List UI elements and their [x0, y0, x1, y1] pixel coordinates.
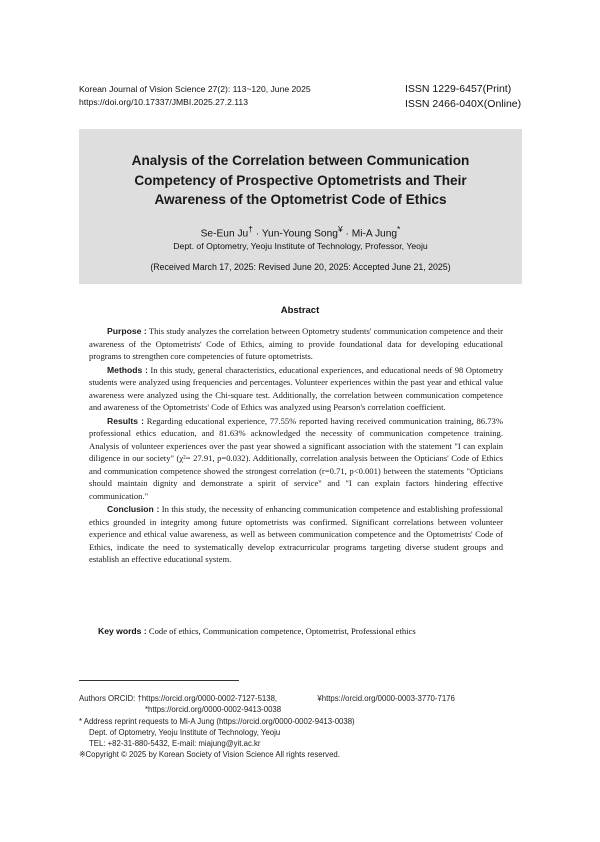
- journal-header: [79, 83, 311, 109]
- author-mark: ¥: [337, 224, 343, 234]
- orcid-label: Authors ORCID:: [79, 694, 136, 703]
- footnotes: [79, 693, 539, 761]
- doi-link[interactable]: https://doi.org/10.17337/JMBI.2025.27.2.113: [79, 97, 248, 107]
- title-line: Analysis of the Correlation between Communication: [131, 153, 470, 168]
- results-label: Results :: [107, 415, 144, 426]
- abstract-purpose: [89, 325, 503, 363]
- keywords: [98, 626, 416, 636]
- address-line: Dept. of Optometry, Yeoju Institute of Technology, Yeoju: [89, 727, 281, 737]
- conclusion-label: Conclusion :: [107, 504, 160, 514]
- author-mark: *: [397, 224, 401, 234]
- abstract-body: [89, 325, 503, 567]
- orcid-link[interactable]: ¥https://orcid.org/0000-0003-3770-7176: [317, 694, 455, 703]
- issn-block: [405, 82, 521, 112]
- paper-title: [79, 151, 522, 210]
- contact-line: TEL: +82-31-880-5432, E-mail: miajung@yit.ac.kr: [89, 739, 261, 749]
- results-text: Regarding educational experience, 77.55% reported having received communication training, 86.73% professional ethics education, and 81.63% acknowledged the necessity of communication competence training. Analysis of volunteer experiences over the past year showed a significant association with the statement "I can explain diligence in our society" (χ²= 27.91, p=0.032). Additionally, correlation analysis between the Opticians' Code of Ethics and communication competence showed the strongest correlation (r=0.71, p<0.001) between the statements "Opticians should maintain dignity and demonstrate a spirit of service" and "I can explain factors hindering effective communication.": [89, 415, 503, 501]
- orcid-row: [79, 704, 539, 715]
- received-dates: (Received March 17, 2025: Revised June 20, 2025: Accepted June 21, 2025): [150, 262, 451, 272]
- author-mark: †: [248, 224, 253, 234]
- orcid-link[interactable]: *https://orcid.org/0000-0002-9413-0038: [145, 705, 282, 715]
- author-name: Mi-A Jung: [351, 228, 398, 240]
- footnote-divider: [79, 680, 239, 681]
- affiliation: Dept. of Optometry, Yeoju Institute of Technology, Professor, Yeoju: [173, 241, 428, 251]
- author-name: Yun-Young Song: [261, 228, 338, 240]
- orcid-row: [79, 693, 539, 704]
- title-line: Awareness of the Optometrist Code of Ethics: [154, 192, 447, 207]
- journal-citation: Korean Journal of Vision Science 27(2): 113~120, June 2025: [79, 84, 311, 94]
- abstract-results: [89, 415, 503, 503]
- author-list: [79, 224, 522, 239]
- abstract-heading: Abstract: [280, 305, 320, 316]
- purpose-label: Purpose :: [107, 326, 147, 336]
- author-separator: ·: [342, 228, 352, 240]
- author-name: Se-Eun Ju: [200, 228, 249, 240]
- orcid-link[interactable]: †https://orcid.org/0000-0002-7127-5138,: [137, 694, 278, 703]
- address-line: * Address reprint requests to Mi-A Jung (https://orcid.org/0000-0002-9413-0038): [79, 716, 355, 726]
- copyright-line: ※Copyright © 2025 by Korean Society of Vision Science All rights reserved.: [79, 750, 340, 760]
- methods-label: Methods :: [107, 364, 148, 375]
- abstract-conclusion: [89, 503, 503, 566]
- issn-online: ISSN 2466-040X(Online): [405, 98, 522, 110]
- methods-text: In this study, general characteristics, educational experiences, and educational needs of 98 Optometry students were analyzed using frequencies and percentages. Volunteer experiences within the past year and ethical value awareness were analyzed using the Chi-square test. Additionally, the correlation between communication competence and awareness of the Optometrists' Code of Ethics was analyzed using Pearson's correlation coefficient.: [89, 364, 504, 412]
- purpose-text: This study analyzes the correlation between Optometry students' communication competence and their awareness of the Optometrists' Code of Ethics, aiming to provide foundational data for developing educational programs to strengthen core competencies of future optometrists.: [89, 326, 503, 361]
- title-block: [79, 129, 522, 284]
- author-separator: ·: [252, 228, 262, 240]
- title-line: Competency of Prospective Optometrists and Their: [134, 172, 467, 188]
- issn-print: ISSN 1229-6457(Print): [405, 83, 512, 95]
- keywords-text: Code of ethics, Communication competence, Optometrist, Professional ethics: [148, 626, 416, 636]
- conclusion-text: In this study, the necessity of enhancing communication competence and establishing professional ethics grounded in integrity among future optometrists was confirmed. Significant correlations between volunteer experience and ethical value awareness, as well as between communication competence and the Optometrists' Code of Ethics, indicate the need to systematically develop extracurricular programs targeting diverse student groups and establish an effective educational system.: [89, 504, 503, 564]
- abstract-methods: [89, 364, 503, 414]
- keywords-label: Key words :: [98, 626, 147, 636]
